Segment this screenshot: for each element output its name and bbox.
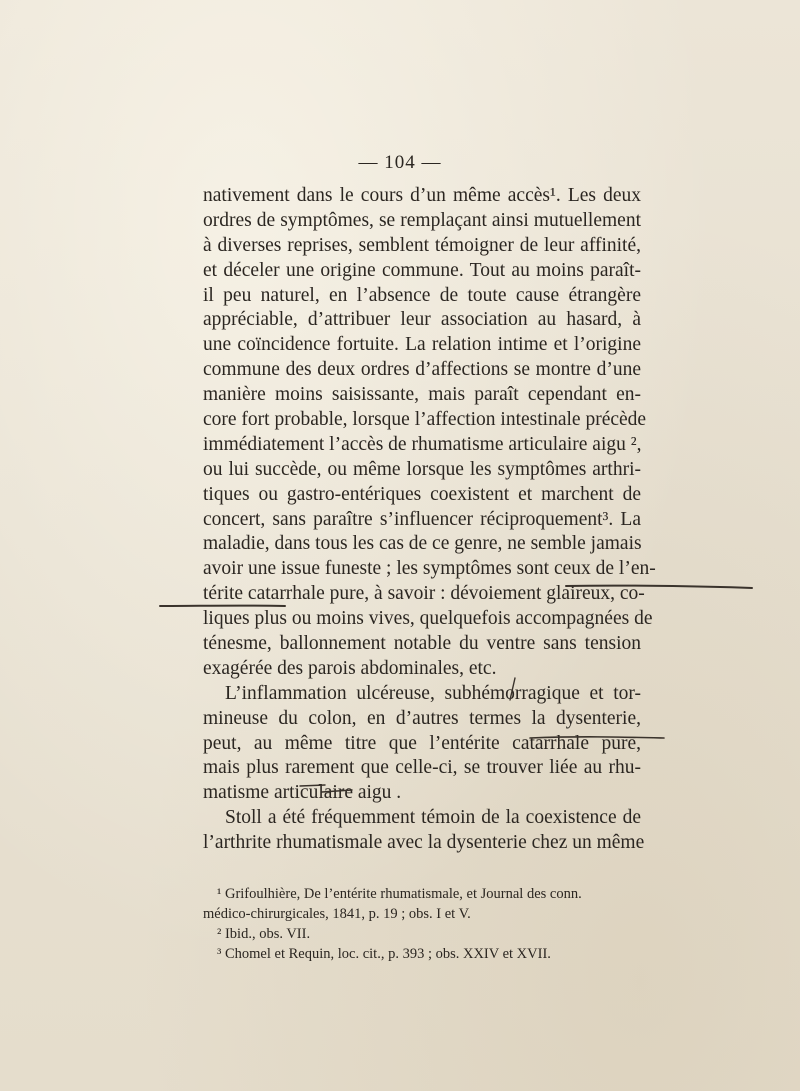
- text-line-5: il peu naturel, en l’absence de toute cause étrangère: [203, 284, 641, 306]
- footnote-1-continued: médico-chirurgicales, 1841, p. 19 ; obs. I et V.: [203, 906, 471, 922]
- text-line-15: maladie, dans tous les cas de ce genre, ne semble jamais: [203, 533, 642, 555]
- text-line-10: core fort probable, lorsque l’affection intestinale précède: [203, 409, 647, 431]
- text-line-25: matisme articulaire aigu .: [203, 782, 402, 804]
- text-line-17: térite catarrhale pure, à savoir : dévoiement glaireux, co-: [203, 583, 645, 605]
- body-text: [203, 184, 656, 856]
- text-line-27: l’arthrite rhumatismale avec la dysenterie chez un même: [203, 832, 645, 854]
- text-line-2: ordres de symptômes, se remplaçant ainsi mutuellement: [203, 209, 641, 231]
- text-line-7: une coïncidence fortuite. La relation intime et l’origine: [203, 334, 641, 356]
- text-line-22: mineuse du colon, en d’autres termes la dysenterie,: [203, 707, 641, 729]
- text-line-12: ou lui succède, ou même lorsque les symptômes arthri-: [203, 458, 641, 480]
- text-line-21: L’inflammation ulcéreuse, subhémorragique et tor-: [225, 682, 641, 704]
- text-line-26: Stoll a été fréquemment témoin de la coexistence de: [225, 807, 641, 829]
- text-line-20: exagérée des parois abdominales, etc.: [203, 657, 497, 679]
- text-line-23: peut, au même titre que l’entérite catarrhale pure,: [203, 732, 641, 754]
- text-line-1: nativement dans le cours d’un même accès¹. Les deux: [203, 185, 641, 206]
- text-line-8: commune des deux ordres d’affections se montre d’une: [203, 359, 641, 381]
- text-line-16: avoir une issue funeste ; les symptômes sont ceux de l’en-: [203, 558, 656, 580]
- text-line-3: à diverses reprises, semblent témoigner de leur affinité,: [203, 234, 641, 256]
- footnotes: [203, 884, 643, 964]
- footnote-1: ¹ Grifoulhière, De l’entérite rhumatismale, et Journal des conn.: [217, 886, 582, 902]
- text-line-13: tiques ou gastro-entériques coexistent et marchent de: [203, 483, 641, 505]
- text-line-24: mais plus rarement que celle-ci, se trouver liée au rhu-: [203, 757, 641, 779]
- text-line-11: immédiatement l’accès de rhumatisme articulaire aigu ²,: [203, 433, 642, 455]
- text-line-19: ténesme, ballonnement notable du ventre sans tension: [203, 633, 641, 655]
- text-line-9: manière moins saisissante, mais paraît cependant en-: [203, 384, 641, 406]
- text-line-18: liques plus ou moins vives, quelquefois accompagnées de: [203, 608, 653, 630]
- text-line-14: concert, sans paraître s’influencer réciproquement³. La: [203, 508, 641, 530]
- footnote-3: ³ Chomel et Requin, loc. cit., p. 393 ; obs. XXIV et XVII.: [217, 946, 551, 962]
- page-number: — 104 —: [358, 152, 442, 173]
- footnote-2: ² Ibid., obs. VII.: [217, 926, 311, 942]
- text-line-6: appréciable, d’attribuer leur association au hasard, à: [203, 309, 641, 331]
- text-line-4: et déceler une origine commune. Tout au moins paraît-: [203, 259, 641, 281]
